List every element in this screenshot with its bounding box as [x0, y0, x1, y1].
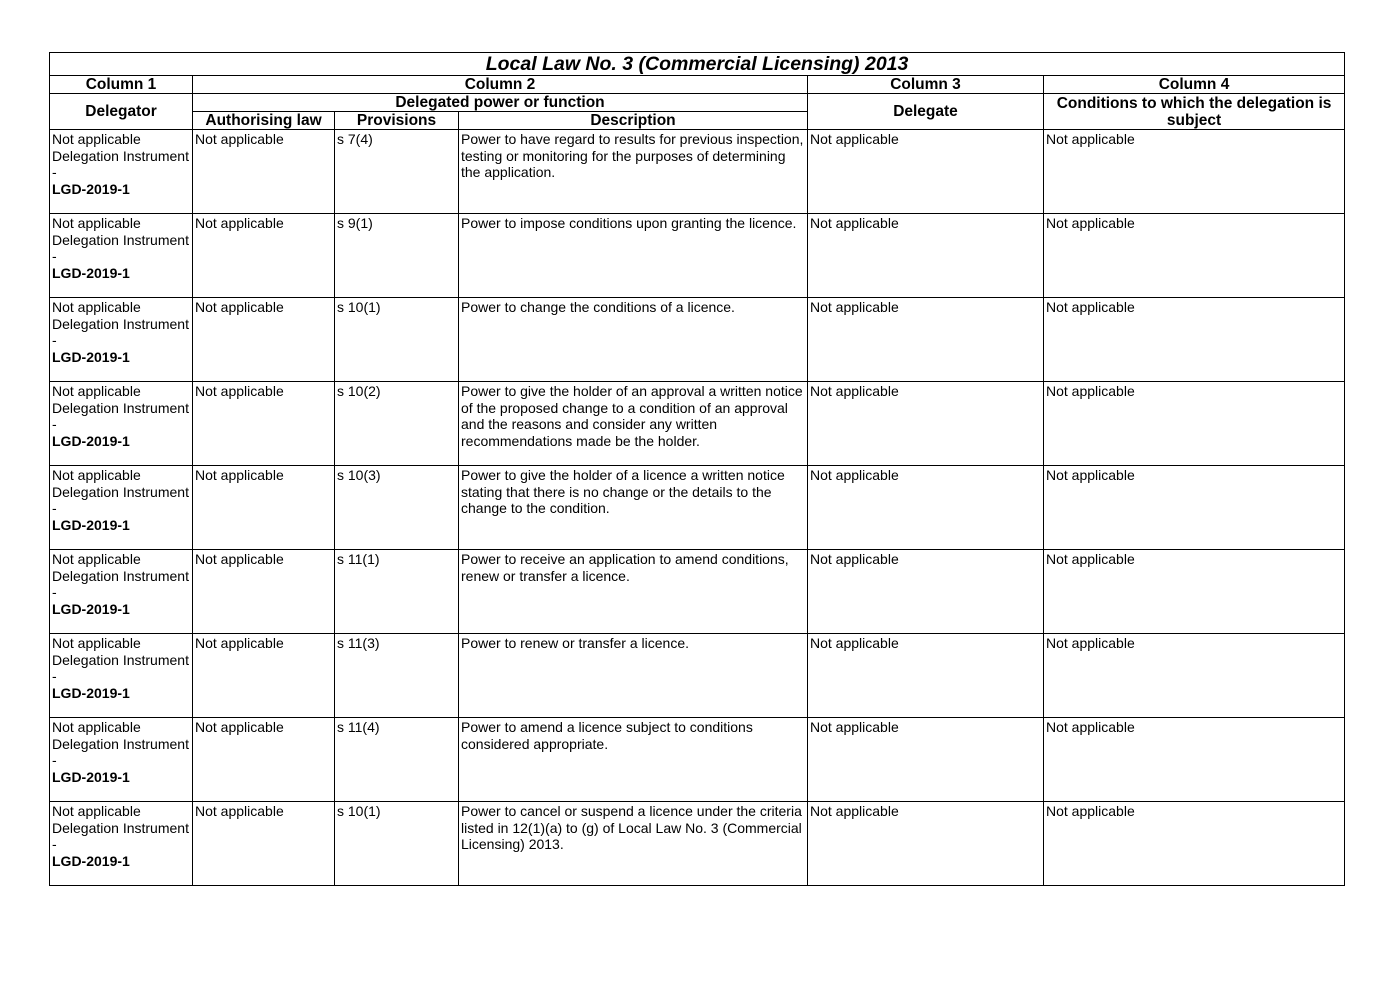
instrument-id: LGD-2019-1	[52, 264, 130, 281]
description-cell: Power to renew or transfer a licence.	[459, 634, 808, 718]
authorising-law-cell: Not applicable	[193, 130, 335, 214]
provision-cell: s 10(1)	[335, 298, 459, 382]
authorising-law-cell: Not applicable	[193, 634, 335, 718]
delegator-cell	[50, 550, 193, 634]
delegator-cell	[50, 466, 193, 550]
conditions-cell: Not applicable	[1044, 802, 1345, 886]
authorising-law-cell: Not applicable	[193, 550, 335, 634]
delegation-table	[49, 52, 1345, 886]
table-row	[50, 466, 1345, 550]
column-4-label: Column 4	[1044, 76, 1345, 94]
instrument-text: Delegation Instrument -	[52, 231, 189, 264]
description-cell: Power to give the holder of an approval a written notice of the proposed change to a condition of an approval and the reasons and consider any written recommendations made be the holder.	[459, 382, 808, 466]
delegated-power-header: Delegated power or function	[193, 94, 808, 112]
delegate-cell: Not applicable	[808, 802, 1044, 886]
table-row	[50, 550, 1345, 634]
delegator-cell	[50, 802, 193, 886]
conditions-cell: Not applicable	[1044, 130, 1345, 214]
delegate-cell: Not applicable	[808, 550, 1044, 634]
table-row	[50, 130, 1345, 214]
table-row	[50, 802, 1345, 886]
delegator-cell	[50, 214, 193, 298]
instrument-text: Delegation Instrument -	[52, 735, 189, 768]
conditions-header: Conditions to which the delegation is subject	[1044, 94, 1345, 130]
authorising-law-cell: Not applicable	[193, 382, 335, 466]
table-title: Local Law No. 3 (Commercial Licensing) 2013	[50, 53, 1345, 76]
delegate-cell: Not applicable	[808, 718, 1044, 802]
conditions-cell: Not applicable	[1044, 298, 1345, 382]
description-cell: Power to amend a licence subject to conditions considered appropriate.	[459, 718, 808, 802]
delegate-cell: Not applicable	[808, 130, 1044, 214]
table-row	[50, 718, 1345, 802]
column-2-label: Column 2	[193, 76, 808, 94]
provision-cell: s 9(1)	[335, 214, 459, 298]
authorising-law-header: Authorising law	[193, 112, 335, 130]
description-cell: Power to impose conditions upon granting the licence.	[459, 214, 808, 298]
instrument-id: LGD-2019-1	[52, 768, 130, 785]
delegate-header: Delegate	[808, 94, 1044, 130]
instrument-text: Delegation Instrument -	[52, 399, 189, 432]
delegate-cell: Not applicable	[808, 214, 1044, 298]
description-cell: Power to change the conditions of a licence.	[459, 298, 808, 382]
delegator-header: Delegator	[50, 94, 193, 130]
instrument-id: LGD-2019-1	[52, 348, 130, 365]
authorising-law-cell: Not applicable	[193, 214, 335, 298]
instrument-id: LGD-2019-1	[52, 600, 130, 617]
table-row	[50, 382, 1345, 466]
description-cell: Power to have regard to results for previous inspection, testing or monitoring for the purposes of determining the application.	[459, 130, 808, 214]
provisions-header: Provisions	[335, 112, 459, 130]
instrument-id: LGD-2019-1	[52, 432, 130, 449]
delegator-text: Not applicable	[52, 467, 141, 483]
delegator-text: Not applicable	[52, 635, 141, 651]
provision-cell: s 7(4)	[335, 130, 459, 214]
delegator-cell	[50, 718, 193, 802]
authorising-law-cell: Not applicable	[193, 298, 335, 382]
instrument-text: Delegation Instrument -	[52, 651, 189, 684]
provision-cell: s 11(3)	[335, 634, 459, 718]
conditions-cell: Not applicable	[1044, 382, 1345, 466]
delegator-text: Not applicable	[52, 299, 141, 315]
provision-cell: s 10(1)	[335, 802, 459, 886]
delegator-text: Not applicable	[52, 215, 141, 231]
delegator-cell	[50, 634, 193, 718]
authorising-law-cell: Not applicable	[193, 466, 335, 550]
instrument-id: LGD-2019-1	[52, 684, 130, 701]
delegate-cell: Not applicable	[808, 382, 1044, 466]
delegate-cell: Not applicable	[808, 298, 1044, 382]
delegator-cell	[50, 382, 193, 466]
conditions-cell: Not applicable	[1044, 466, 1345, 550]
description-cell: Power to receive an application to amend conditions, renew or transfer a licence.	[459, 550, 808, 634]
conditions-cell: Not applicable	[1044, 550, 1345, 634]
table-row	[50, 298, 1345, 382]
delegator-cell	[50, 130, 193, 214]
conditions-cell: Not applicable	[1044, 634, 1345, 718]
instrument-text: Delegation Instrument -	[52, 819, 189, 852]
table-row	[50, 634, 1345, 718]
instrument-text: Delegation Instrument -	[52, 567, 189, 600]
authorising-law-cell: Not applicable	[193, 718, 335, 802]
delegate-cell: Not applicable	[808, 466, 1044, 550]
conditions-cell: Not applicable	[1044, 718, 1345, 802]
instrument-text: Delegation Instrument -	[52, 483, 189, 516]
delegate-cell: Not applicable	[808, 634, 1044, 718]
instrument-id: LGD-2019-1	[52, 516, 130, 533]
authorising-law-cell: Not applicable	[193, 802, 335, 886]
description-header: Description	[459, 112, 808, 130]
instrument-id: LGD-2019-1	[52, 180, 130, 197]
description-cell: Power to cancel or suspend a licence under the criteria listed in 12(1)(a) to (g) of Local Law No. 3 (Commercial Licensing) 2013.	[459, 802, 808, 886]
provision-cell: s 10(3)	[335, 466, 459, 550]
instrument-id: LGD-2019-1	[52, 852, 130, 869]
instrument-text: Delegation Instrument -	[52, 315, 189, 348]
provision-cell: s 10(2)	[335, 382, 459, 466]
instrument-text: Delegation Instrument -	[52, 147, 189, 180]
table-row	[50, 214, 1345, 298]
delegator-cell	[50, 298, 193, 382]
column-1-label: Column 1	[50, 76, 193, 94]
description-cell: Power to give the holder of a licence a written notice stating that there is no change or the details to the change to the condition.	[459, 466, 808, 550]
conditions-cell: Not applicable	[1044, 214, 1345, 298]
column-3-label: Column 3	[808, 76, 1044, 94]
delegator-text: Not applicable	[52, 131, 141, 147]
delegator-text: Not applicable	[52, 803, 141, 819]
delegator-text: Not applicable	[52, 551, 141, 567]
delegator-text: Not applicable	[52, 719, 141, 735]
provision-cell: s 11(4)	[335, 718, 459, 802]
provision-cell: s 11(1)	[335, 550, 459, 634]
delegator-text: Not applicable	[52, 383, 141, 399]
